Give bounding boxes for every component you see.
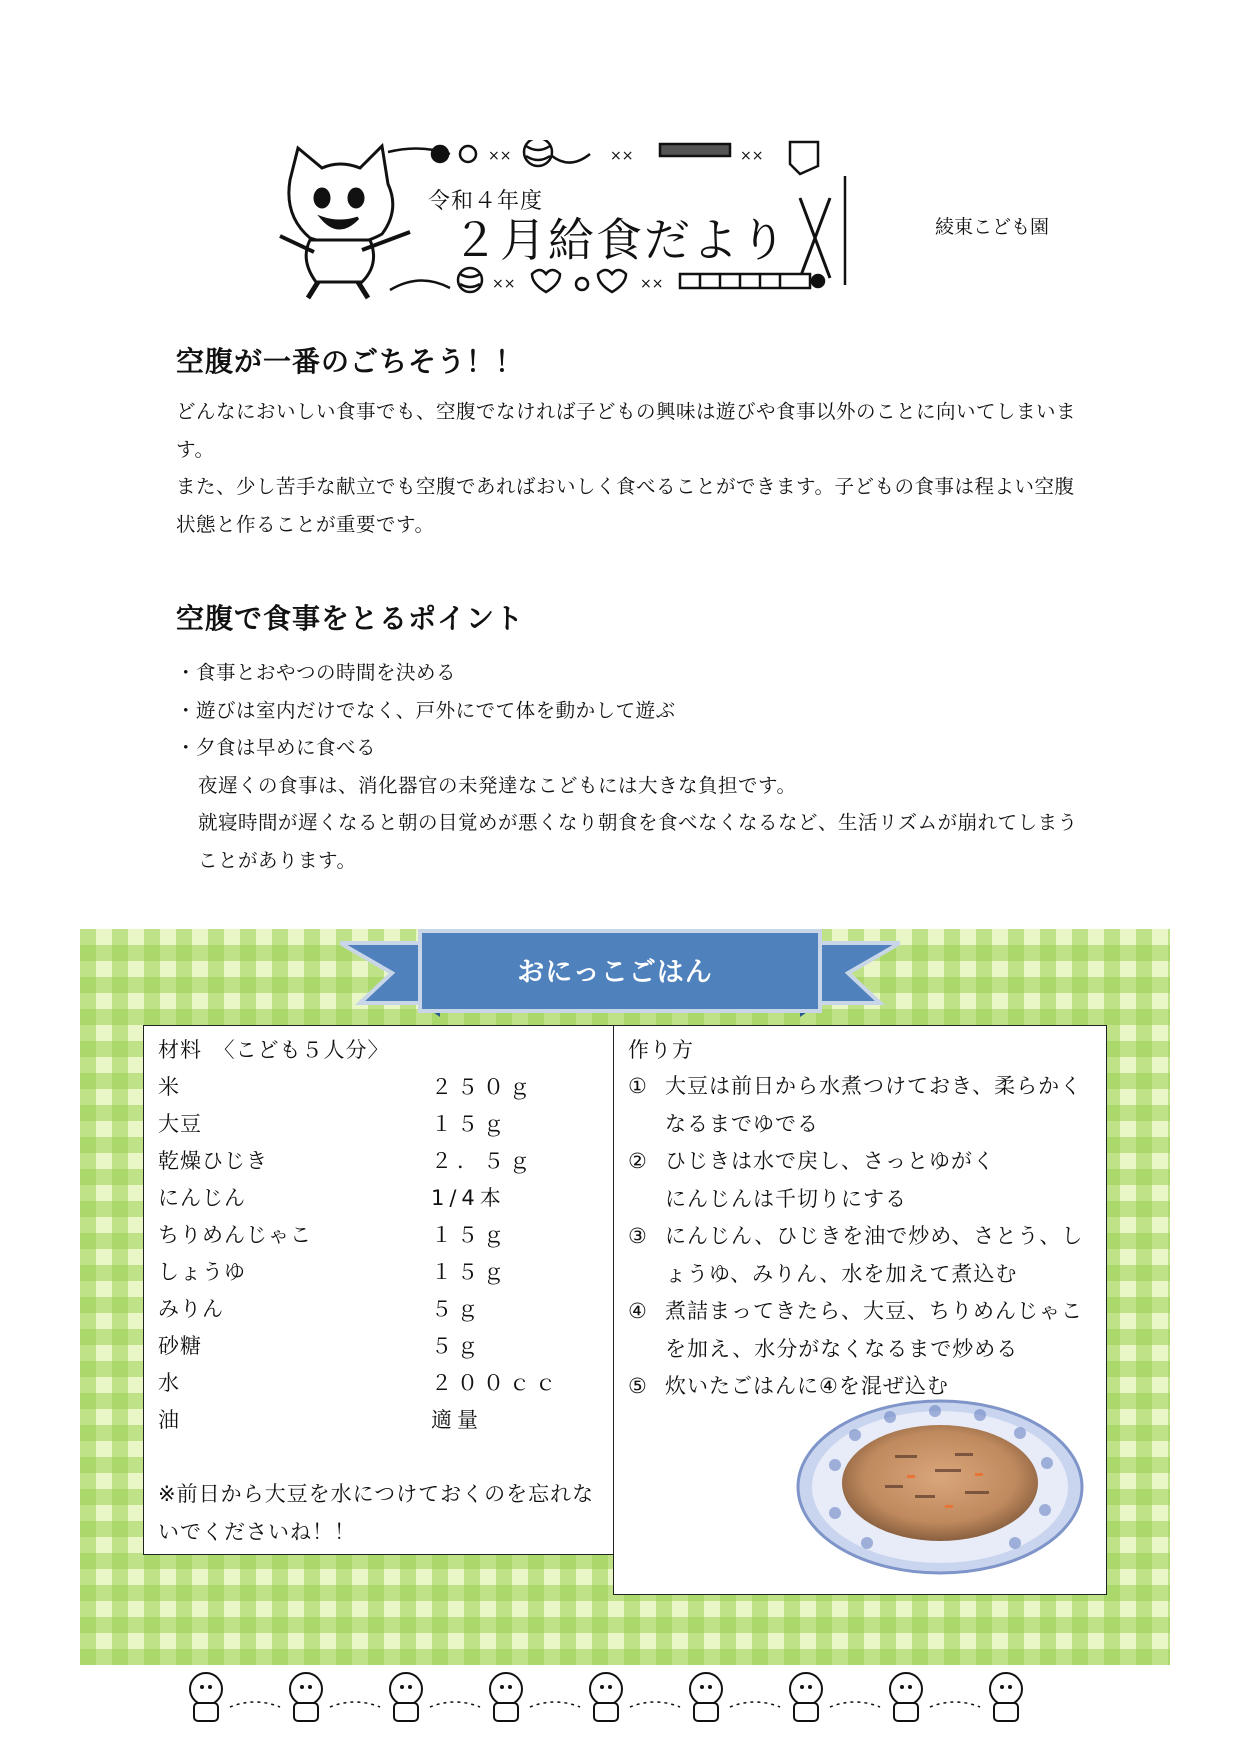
cat-mascot-illustration — [590, 1673, 622, 1721]
ingredient-name: 乾燥ひじき — [158, 1149, 268, 1173]
step-number: ⑤ — [628, 1374, 648, 1398]
section1-heading: 空腹が一番のごちそう！！ — [176, 345, 525, 378]
step-item — [628, 1068, 1098, 1143]
cat-mascot-illustration — [790, 1673, 822, 1721]
svg-text:××: ×× — [640, 276, 664, 292]
school-name: 綾東こども園 — [935, 216, 1050, 238]
ingredient-amount: ２５０ｇ — [431, 1075, 535, 1099]
ingredient-name: みりん — [158, 1297, 224, 1321]
svg-text:××: ×× — [492, 276, 516, 292]
svg-text:××: ×× — [740, 148, 764, 164]
step-number: ④ — [628, 1299, 648, 1323]
cat-mascot-illustration — [190, 1673, 222, 1721]
step-text: ひじきは水で戻し、さっとゆがく にんじんは千切りにする — [665, 1149, 995, 1211]
step-item — [628, 1218, 1098, 1293]
cat-mascot-illustration — [490, 1673, 522, 1721]
recipe-title: おにっこごはん — [517, 957, 713, 988]
section2-heading: 空腹で食事をとるポイント — [176, 602, 525, 635]
ingredient-row — [158, 1108, 598, 1145]
ingredients-heading: 材料 〈こども５人分〉 — [158, 1038, 390, 1062]
step-item — [628, 1143, 1098, 1218]
cat-mascot-illustration — [280, 146, 410, 298]
point-detail: 夜遅くの食事は、消化器官の未発達なこどもには大きな負担です。 — [198, 773, 797, 797]
ingredient-row — [158, 1182, 598, 1219]
ingredients-note: ※前日から大豆を水につけておくのを忘れないでくださいね！！ — [158, 1482, 595, 1544]
section1-paragraph: また、少し苦手な献立でも空腹であればおいしく食べることができます。子どもの食事は程よい空腹状態と作ることが重要です。 — [176, 475, 1075, 536]
step-text: にんじん、ひじきを油で炒め、さとう、しょうゆ、みりん、水を加えて煮込む — [665, 1224, 1084, 1286]
cat-mascot-illustration — [290, 1673, 322, 1721]
svg-text:××: ×× — [610, 148, 634, 164]
step-item — [628, 1293, 1098, 1368]
section1-body — [176, 393, 1086, 543]
point-item: ・夕食は早めに食べる — [176, 736, 377, 759]
cat-mascot-illustration — [390, 1673, 422, 1721]
steps-list — [628, 1068, 1098, 1406]
ingredient-amount: ２００ｃｃ — [431, 1371, 561, 1395]
ingredient-row — [158, 1367, 598, 1404]
point-item: ・食事とおやつの時間を決める — [176, 661, 457, 684]
step-number: ① — [628, 1074, 648, 1098]
ingredient-row — [158, 1071, 598, 1108]
newsletter-subtitle: 令和４年度 — [428, 189, 544, 214]
section1-paragraph: どんなにおいしい食事でも、空腹でなければ子どもの興味は遊びや食事以外のことに向いてしまいます。 — [176, 400, 1077, 461]
cat-mascot-illustration — [990, 1673, 1022, 1721]
point-detail: 就寝時間が遅くなると朝の目覚めが悪くなり朝食を食べなくなるなど、生活リズムが崩れてしまうことがあります。 — [198, 811, 1078, 872]
ingredient-amount: １５ｇ — [431, 1112, 509, 1136]
ingredient-row — [158, 1404, 598, 1441]
ingredient-name: 大豆 — [158, 1112, 202, 1136]
bottom-border-ornament — [390, 268, 824, 292]
ingredient-row — [158, 1330, 598, 1367]
ingredient-amount: ５ｇ — [431, 1334, 483, 1358]
ingredient-amount: １５ｇ — [431, 1223, 509, 1247]
ingredient-amount: １５ｇ — [431, 1260, 509, 1284]
point-item: ・遊びは室内だけでなく、戸外にでて体を動かして遊ぶ — [176, 698, 676, 722]
newsletter-title: ２月給食だより — [452, 213, 788, 267]
ingredient-name: 砂糖 — [158, 1334, 202, 1358]
ingredient-amount: 適量 — [431, 1408, 483, 1432]
ingredient-name: しょうゆ — [158, 1260, 246, 1284]
ingredient-amount: ２．５ｇ — [431, 1149, 535, 1173]
ingredient-amount: ５ｇ — [431, 1297, 483, 1321]
ingredient-row — [158, 1145, 598, 1182]
knitting-needles-illustration — [800, 198, 830, 278]
steps-heading: 作り方 — [628, 1038, 694, 1062]
step-text: 煮詰まってきたら、大豆、ちりめんじゃこを加え、水分がなくなるまで炒める — [665, 1299, 1083, 1361]
step-text: 炊いたごはんに④を混ぜ込む — [665, 1374, 949, 1398]
ingredient-name: にんじん — [158, 1186, 246, 1210]
bottom-cats-decoration — [180, 1667, 1060, 1727]
cat-mascot-illustration — [690, 1673, 722, 1721]
step-number: ③ — [628, 1224, 648, 1248]
svg-text:××: ×× — [488, 148, 512, 164]
cat-mascot-illustration — [890, 1673, 922, 1721]
ingredient-name: 油 — [158, 1408, 180, 1432]
ingredient-name: 米 — [158, 1075, 180, 1099]
ingredient-row — [158, 1219, 598, 1256]
ingredient-row — [158, 1293, 598, 1330]
ingredient-name: ちりめんじゃこ — [158, 1223, 312, 1247]
step-text: 大豆は前日から水煮つけておき、柔らかくなるまでゆでる — [665, 1074, 1083, 1136]
points-list — [176, 654, 1086, 879]
rice-bowl-photo — [795, 1395, 1085, 1575]
ingredient-name: 水 — [158, 1371, 180, 1395]
step-number: ② — [628, 1149, 648, 1173]
ingredient-row — [158, 1256, 598, 1293]
ingredient-amount: 1/4本 — [431, 1186, 506, 1210]
